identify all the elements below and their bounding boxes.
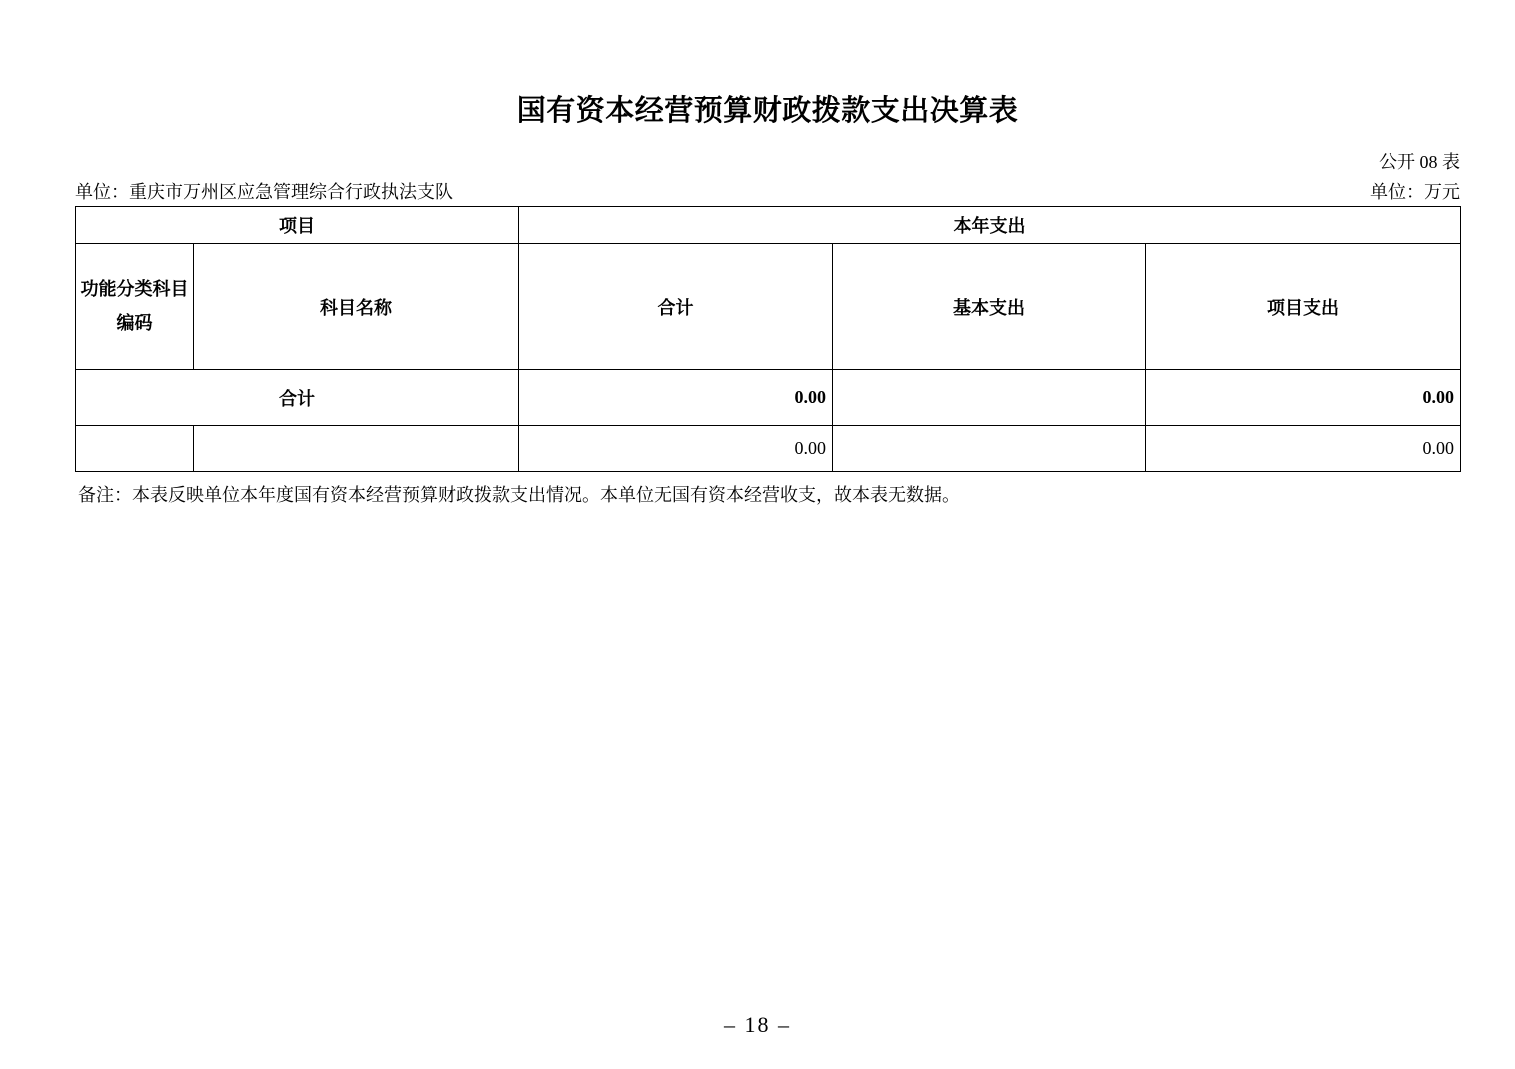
expenditure-table [75,206,1461,472]
header-basic-expense: 基本支出 [833,244,1146,370]
table-header-group-row [76,207,1461,244]
table-code-label: 公开 08 表 [1379,152,1460,172]
table-header-columns-row [76,244,1461,370]
table-row-total [76,370,1461,426]
detail-row-basic-value [833,426,1146,472]
detail-row-total-value: 0.00 [519,426,833,472]
total-row-label: 合计 [76,370,519,426]
header-function-code: 功能分类科目编码 [76,244,194,370]
header-project-group: 项目 [76,207,519,244]
header-total: 合计 [519,244,833,370]
detail-row-project-value: 0.00 [1146,426,1461,472]
currency-unit-label: 单位：万元 [1370,182,1460,202]
total-row-total-value: 0.00 [519,370,833,426]
table-row-detail [76,426,1461,472]
page-number: – 18 – [724,1012,791,1037]
total-row-basic-value [833,370,1146,426]
org-unit-label: 单位：重庆市万州区应急管理综合行政执法支队 [75,182,453,202]
footnote: 备注：本表反映单位本年度国有资本经营预算财政拨款支出情况。本单位无国有资本经营收支，故本表无数据。 [78,485,960,505]
meta-line [75,178,1460,204]
detail-row-code [76,426,194,472]
header-project-expense: 项目支出 [1146,244,1461,370]
detail-row-name [194,426,519,472]
page-title: 国有资本经营预算财政拨款支出决算表 [516,95,1019,127]
header-subject-name: 科目名称 [194,244,519,370]
total-row-project-value: 0.00 [1146,370,1461,426]
header-current-year-expense: 本年支出 [519,207,1461,244]
